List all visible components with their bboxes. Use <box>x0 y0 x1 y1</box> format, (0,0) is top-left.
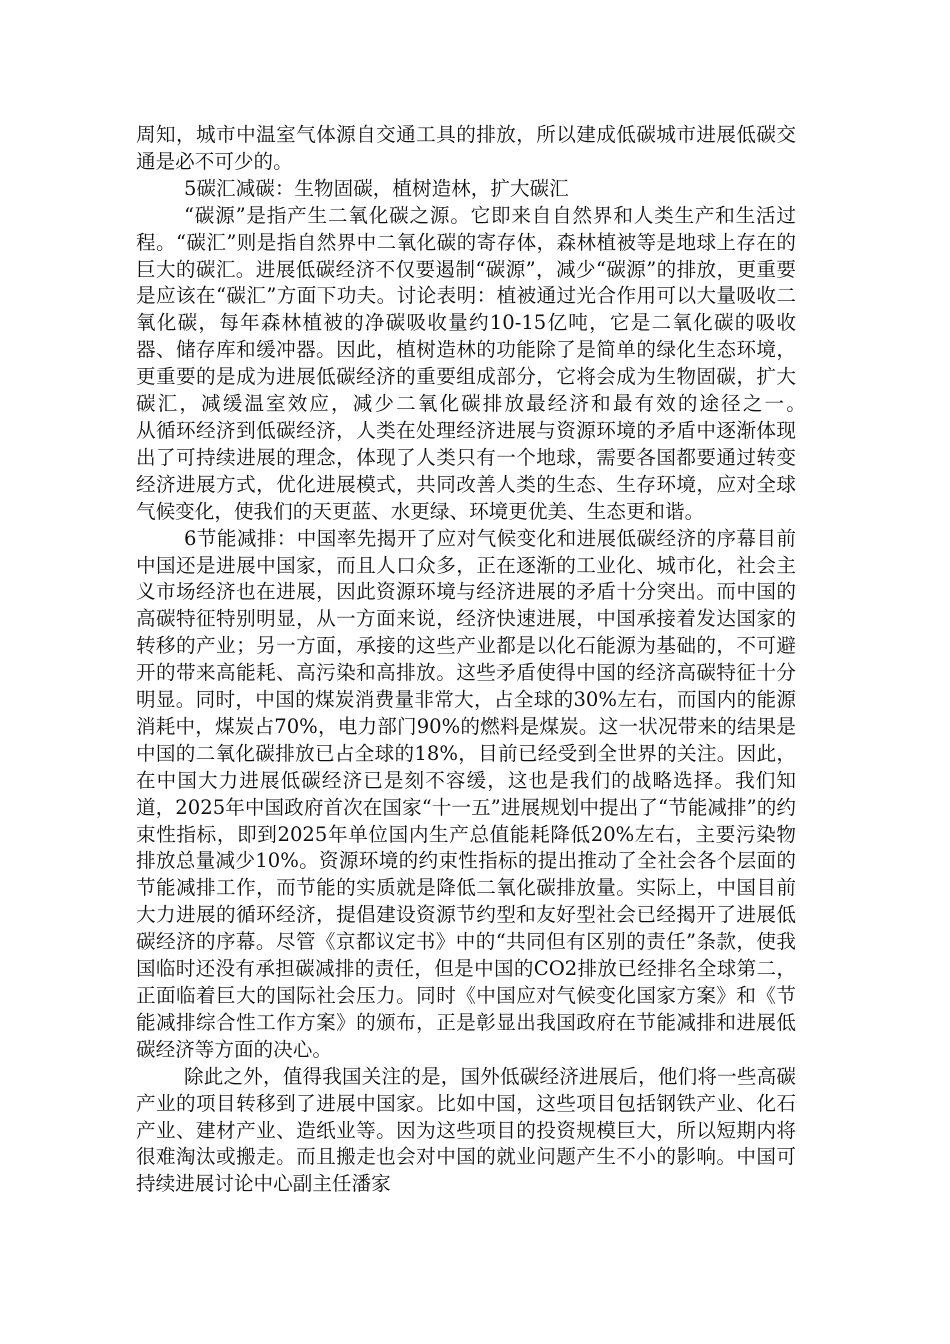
section-heading-carbon-sink: 5碳汇减碳：生物固碳，植树造林，扩大碳汇 <box>184 176 569 200</box>
paragraph-industry-transfer: 除此之外，值得我国关注的是，国外低碳经济进展后，他们将一些高碳产业的项目转移到了进展中国家。比如中国，这些项目包括钢铁产业、化石产业、建材产业、造纸业等。因为这些项目的投资规模巨大，所以短期内将很难淘汰或搬走。而且搬走也会对中国的就业问题产生不小的影响。中国可持续进展讨论中心副主任潘家 <box>136 1064 796 1196</box>
paragraph-energy-saving: 6节能减排：中国率先揭开了应对气候变化和进展低碳经济的序幕目前中国还是进展中国家，而且人口众多，正在逐渐的工业化、城市化，社会主义市场经济也在进展，因此资源环境与经济进展的矛盾十分突出。而中国的高碳特征特别明显，从一方面来说，经济快速进展，中国承接着发达国家的转移的产业；另一方面，承接的这些产业都是以化石能源为基础的，不可避开的带来高能耗、高污染和高排放。这些矛盾使得中国的经济高碳特征十分明显。同时，中国的煤炭消费量非常大，占全球的30%左右，而国内的能源消耗中，煤炭占70%，电力部门90%的燃料是煤炭。这一状况带来的结果是中国的二氧化碳排放已占全球的18%，目前已经受到全世界的关注。因此，在中国大力进展低碳经济已是刻不容缓，这也是我们的战略选择。我们知道，2025年中国政府首次在国家“十一五”进展规划中提出了“节能减排”的约束性指标，即到2025年单位国内生产总值能耗降低20%左右，主要污染物排放总量减少10%。资源环境的约束性指标的提出推动了全社会各个层面的节能减排工作，而节能的实质就是降低二氧化碳排放量。实际上，中国目前大力进展的循环经济，提倡建设资源节约型和友好型社会已经揭开了进展低碳经济的序幕。尽管《京都议定书》中的“共同但有区别的责任”条款，使我国临时还没有承担碳减排的责任，但是中国的CO2排放已经排名全球第二，正面临着巨大的国际社会压力。同时《中国应对气候变化国家方案》和《节能减排综合性工作方案》的颁布，正是彰显出我国政府在节能减排和进展低碳经济等方面的决心。 <box>136 526 796 1061</box>
paragraph-carbon-source-sink: “碳源”是指产生二氧化碳之源。它即来自自然界和人类生产和生活过程。“碳汇”则是指自然界中二氧化碳的寄存体，森林植被等是地球上存在的巨大的碳汇。进展低碳经济不仅要遏制“碳源”，减少“碳源”的排放，更重要是应该在“碳汇”方面下功夫。讨论表明：植被通过光合作用可以大量吸收二氧化碳，每年森林植被的净碳吸收量约10-15亿吨，它是二氧化碳的吸收器、储存库和缓冲器。因此，植树造林的功能除了是简单的绿化生态环境，更重要的是成为进展低碳经济的重要组成部分，它将会成为生物固碳，扩大碳汇，减缓温室效应，减少二氧化碳排放最经济和最有效的途径之一。 从循环经济到低碳经济，人类在处理经济进展与资源环境的矛盾中逐渐体现出了可持续进展的理念，体现了人类只有一个地球，需要各国都要通过转变经济进展方式，优化进展模式，共同改善人类的生态、生存环境，应对全球气候变化，使我们的天更蓝、水更绿、环境更优美、生态更和谐。 <box>136 203 855 523</box>
paragraph-transport-conclusion: 周知，城市中温室气体源自交通工具的排放，所以建成低碳城市进展低碳交通是必不可少的。 <box>136 123 796 173</box>
document-body <box>136 122 855 1198</box>
